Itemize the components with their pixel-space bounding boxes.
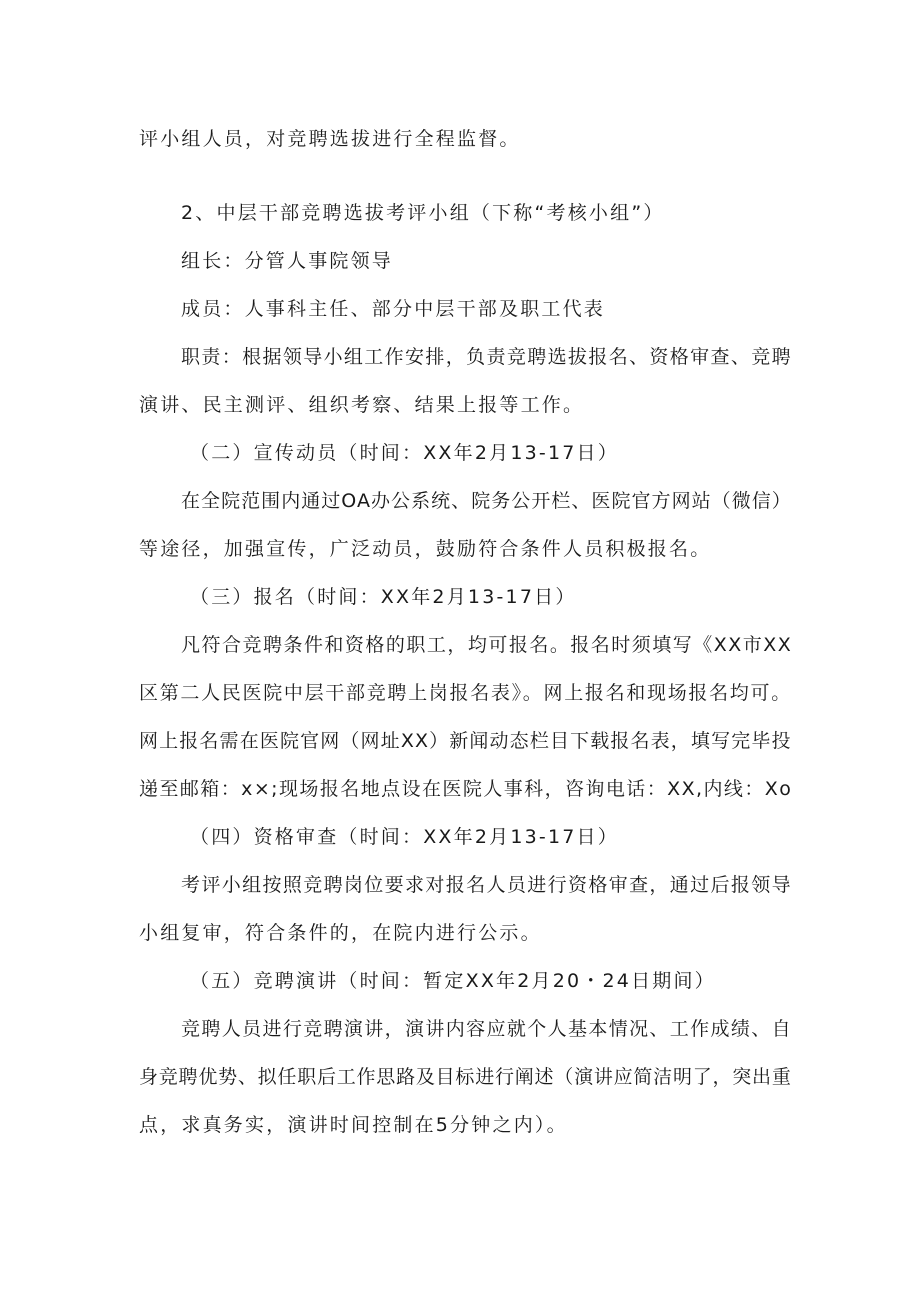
paragraph-line: 考评小组按照竞聘岗位要求对报名人员进行资格审查，通过后报领导 xyxy=(181,874,793,896)
section-heading: （四）资格审查（时间：XX年2月13-17日） xyxy=(190,826,619,848)
paragraph-line: 评小组人员，对竞聘选拔进行全程监督。 xyxy=(139,128,521,150)
paragraph-line: 凡符合竞聘条件和资格的职工，均可报名。报名时须填写《XX市XX xyxy=(181,634,793,656)
paragraph-line: 小组复审，符合条件的，在院内进行公示。 xyxy=(139,922,542,944)
paragraph-line: 组长：分管人事院领导 xyxy=(181,250,394,272)
section-heading: （五）竞聘演讲（时间：暂定XX年2月20・24日期间） xyxy=(190,970,716,992)
paragraph-line: 递至邮箱：x×;现场报名地点设在医院人事科，咨询电话：XX,内线：Xo xyxy=(139,778,793,800)
section-heading: （三）报名（时间：XX年2月13-17日） xyxy=(190,586,577,608)
section-heading: （二）宣传动员（时间：XX年2月13-17日） xyxy=(190,442,619,464)
paragraph-line: 区第二人民医院中层干部竞聘上岗报名表》。网上报名和现场报名均可。 xyxy=(139,682,792,704)
paragraph-line: 网上报名需在医院官网（网址XX）新闻动态栏目下载报名表，填写完毕投 xyxy=(139,730,792,752)
paragraph-line: 等途径，加强宣传，广泛动员，鼓励符合条件人员积极报名。 xyxy=(139,538,712,560)
paragraph-line: 竞聘人员进行竞聘演讲，演讲内容应就个人基本情况、工作成绩、自 xyxy=(181,1018,793,1040)
section-heading: 2、中层干部竞聘选拔考评小组（下称“考核小组”） xyxy=(181,202,665,224)
paragraph-line: 演讲、民主测评、组织考察、结果上报等工作。 xyxy=(139,394,585,416)
paragraph-line: 在全院范围内通过OA办公系统、院务公开栏、医院官方网站（微信） xyxy=(181,490,792,512)
paragraph-line: 身竞聘优势、拟任职后工作思路及目标进行阐述（演讲应简洁明了，突出重 xyxy=(139,1066,792,1088)
paragraph-line: 成员：人事科主任、部分中层干部及职工代表 xyxy=(181,298,606,320)
paragraph-line: 职责：根据领导小组工作安排，负责竞聘选拔报名、资格审查、竞聘 xyxy=(181,346,793,368)
paragraph-line: 点，求真务实，演讲时间控制在5分钟之内）。 xyxy=(139,1114,568,1136)
